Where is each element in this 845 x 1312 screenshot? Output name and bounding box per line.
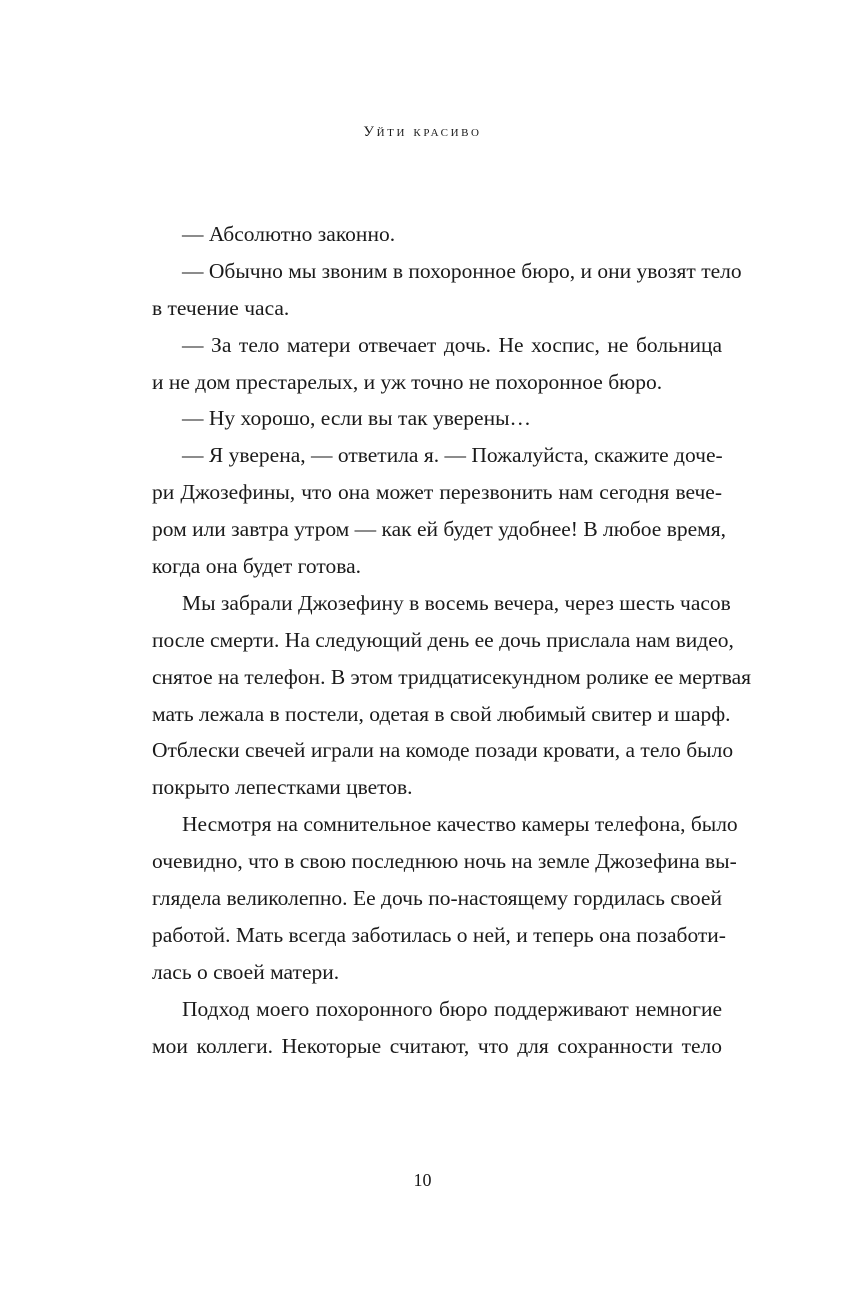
text-line: — Обычно мы звоним в похоронное бюро, и они увозят тело xyxy=(182,258,742,283)
text-line: Несмотря на сомнительное качество камеры телефона, было xyxy=(182,812,738,837)
text-line: Мы забрали Джозефину в восемь вечера, через шесть часов xyxy=(182,590,731,615)
text-line: глядела великолепно. Ее дочь по-настоящему гордилась своей xyxy=(152,886,722,911)
text-line: покрыто лепестками цветов. xyxy=(152,775,413,800)
page-number: 10 xyxy=(413,1170,432,1190)
text-line: и не дом престарелых, и уж точно не похоронное бюро. xyxy=(152,369,663,394)
text-line: снятое на телефон. В этом тридцатисекундном ролике ее мертвая xyxy=(152,664,751,689)
running-head-title: Уйти красиво xyxy=(363,124,482,140)
text-line: Подход моего похоронного бюро поддерживают немногие xyxy=(182,996,722,1021)
body-text xyxy=(152,216,751,1064)
text-line: — Ну хорошо, если вы так уверены… xyxy=(182,406,532,431)
text-line: мои коллеги. Некоторые считают, что для сохранности тело xyxy=(152,1033,722,1058)
text-line: — Я уверена, — ответила я. — Пожалуйста, скажите доче- xyxy=(182,443,723,468)
text-line: работой. Мать всегда заботилась о ней, и теперь она позаботи- xyxy=(152,922,726,947)
text-line: ри Джозефины, что она может перезвонить нам сегодня вече- xyxy=(152,480,722,505)
text-line: ром или завтра утром — как ей будет удобнее! В любое время, xyxy=(152,517,727,542)
text-line: в течение часа. xyxy=(152,295,290,320)
text-line: очевидно, что в свою последнюю ночь на земле Джозефина вы- xyxy=(152,849,737,874)
text-line: лась о своей матери. xyxy=(152,959,340,984)
text-line: — За тело матери отвечает дочь. Не хоспис, не больница xyxy=(182,332,722,357)
text-line: когда она будет готова. xyxy=(152,554,362,579)
text-line: после смерти. На следующий день ее дочь прислала нам видео, xyxy=(152,627,734,652)
text-line: мать лежала в постели, одетая в свой любимый свитер и шарф. xyxy=(152,701,731,726)
text-line: Отблески свечей играли на комоде позади кровати, а тело было xyxy=(152,738,734,763)
text-line: — Абсолютно законно. xyxy=(182,222,396,246)
